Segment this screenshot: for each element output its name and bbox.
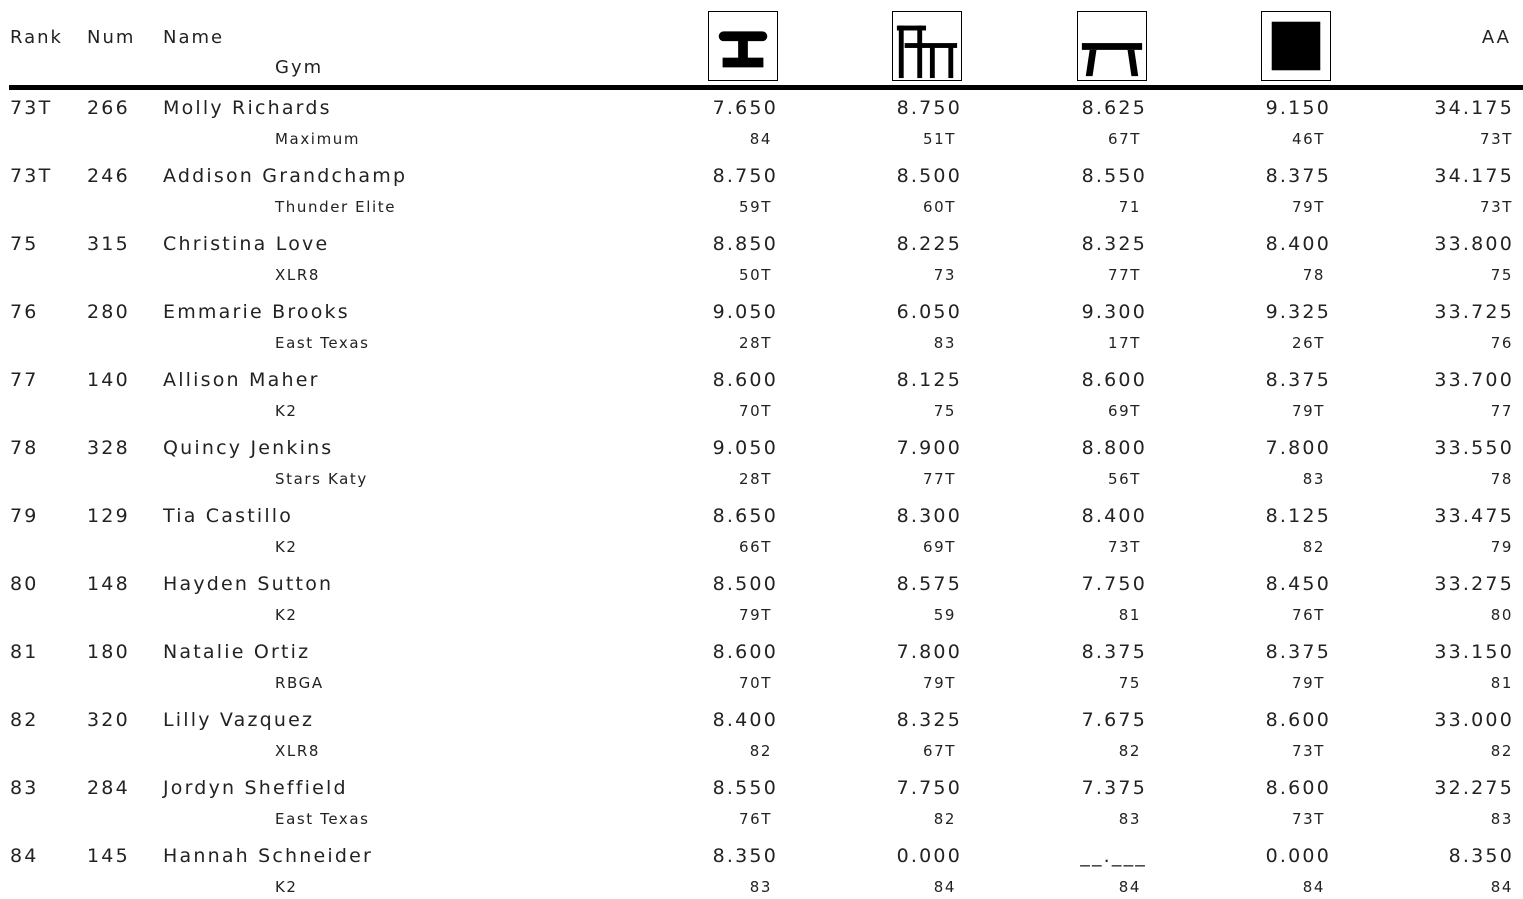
num-cell: 284 [87, 777, 130, 799]
gymnast-name: Jordyn Sheffield [163, 777, 348, 799]
gym-header: Gym [275, 57, 324, 78]
event-place: 73T [1291, 810, 1325, 828]
gym-name: K2 [275, 402, 298, 420]
event-score: 8.125 [896, 369, 962, 391]
event-score: 9.050 [712, 301, 778, 323]
event-score: 8.600 [1081, 369, 1147, 391]
event-score: 8.375 [1265, 641, 1331, 663]
aa-score: 8.350 [1448, 845, 1514, 867]
gymnast-name: Emmarie Brooks [163, 301, 350, 323]
floor-icon [1261, 11, 1331, 81]
gymnast-name: Hannah Schneider [163, 845, 374, 867]
event-place: 46T [1291, 130, 1325, 148]
aa-place: 82 [1490, 742, 1513, 760]
event-score: 8.300 [896, 505, 962, 527]
event-score: 8.125 [1265, 505, 1331, 527]
event-place: 75 [933, 402, 956, 420]
event-score: 7.375 [1081, 777, 1147, 799]
event-score: 8.325 [896, 709, 962, 731]
gymnast-name: Lilly Vazquez [163, 709, 315, 731]
event-score: 8.600 [712, 641, 778, 663]
aa-place: 81 [1490, 674, 1513, 692]
gym-name: RBGA [275, 674, 324, 692]
rank-cell: 76 [10, 301, 39, 323]
gym-name: Maximum [275, 130, 361, 148]
gym-name: K2 [275, 538, 298, 556]
event-place: 79T [738, 606, 772, 624]
event-place: 84 [933, 878, 956, 896]
event-score: 8.500 [712, 573, 778, 595]
gym-name: XLR8 [275, 266, 320, 284]
event-place: 76T [738, 810, 772, 828]
rank-cell: 79 [10, 505, 39, 527]
aa-score: 33.000 [1434, 709, 1514, 731]
rank-header: Rank [10, 27, 63, 48]
event-score: 9.150 [1265, 97, 1331, 119]
event-score: 7.800 [1265, 437, 1331, 459]
event-place: 28T [738, 470, 772, 488]
aa-score: 32.275 [1434, 777, 1514, 799]
rank-cell: 73T [10, 97, 53, 119]
gym-name: Thunder Elite [275, 198, 397, 216]
event-place: 75 [1118, 674, 1141, 692]
name-header: Name [163, 27, 225, 48]
event-place: 51T [922, 130, 956, 148]
event-score: 7.900 [896, 437, 962, 459]
event-score: 8.850 [712, 233, 778, 255]
rank-cell: 73T [10, 165, 53, 187]
event-score: 8.575 [896, 573, 962, 595]
num-cell: 315 [87, 233, 130, 255]
event-place: 71 [1118, 198, 1141, 216]
aa-score: 33.275 [1434, 573, 1514, 595]
gymnast-name: Hayden Sutton [163, 573, 334, 595]
event-place: 66T [738, 538, 772, 556]
aa-place: 84 [1490, 878, 1513, 896]
rank-cell: 81 [10, 641, 39, 663]
num-header: Num [87, 27, 136, 48]
event-score: 8.400 [712, 709, 778, 731]
event-score: __.___ [1080, 845, 1147, 867]
event-place: 67T [1107, 130, 1141, 148]
event-place: 82 [1118, 742, 1141, 760]
aa-place: 73T [1479, 130, 1513, 148]
aa-score: 33.800 [1434, 233, 1514, 255]
aa-place: 76 [1490, 334, 1513, 352]
event-score: 8.375 [1265, 369, 1331, 391]
event-place: 83 [749, 878, 772, 896]
event-place: 17T [1107, 334, 1141, 352]
event-place: 83 [933, 334, 956, 352]
event-place: 76T [1291, 606, 1325, 624]
gymnast-name: Tia Castillo [163, 505, 294, 527]
aa-score: 33.475 [1434, 505, 1514, 527]
event-place: 84 [1118, 878, 1141, 896]
event-score: 8.400 [1265, 233, 1331, 255]
event-score: 8.500 [896, 165, 962, 187]
event-place: 60T [922, 198, 956, 216]
event-score: 8.600 [1265, 777, 1331, 799]
event-score: 7.750 [896, 777, 962, 799]
aa-score: 33.150 [1434, 641, 1514, 663]
balance-beam-icon [1077, 11, 1147, 81]
event-place: 81 [1118, 606, 1141, 624]
aa-place: 80 [1490, 606, 1513, 624]
event-score: 8.600 [1265, 709, 1331, 731]
aa-score: 33.725 [1434, 301, 1514, 323]
event-place: 26T [1291, 334, 1325, 352]
num-cell: 328 [87, 437, 130, 459]
num-cell: 148 [87, 573, 130, 595]
event-score: 6.050 [896, 301, 962, 323]
event-score: 8.375 [1265, 165, 1331, 187]
rank-cell: 75 [10, 233, 39, 255]
rank-cell: 82 [10, 709, 39, 731]
event-score: 9.325 [1265, 301, 1331, 323]
rank-cell: 83 [10, 777, 39, 799]
event-score: 7.650 [712, 97, 778, 119]
event-place: 84 [749, 130, 772, 148]
event-place: 59T [738, 198, 772, 216]
event-score: 8.450 [1265, 573, 1331, 595]
event-place: 73 [933, 266, 956, 284]
aa-place: 78 [1490, 470, 1513, 488]
event-place: 82 [1302, 538, 1325, 556]
rank-cell: 84 [10, 845, 39, 867]
vault-icon [708, 11, 778, 81]
event-score: 8.750 [712, 165, 778, 187]
num-cell: 129 [87, 505, 130, 527]
event-place: 77T [922, 470, 956, 488]
event-place: 82 [933, 810, 956, 828]
gymnast-name: Christina Love [163, 233, 330, 255]
num-cell: 145 [87, 845, 130, 867]
event-score: 9.300 [1081, 301, 1147, 323]
rank-cell: 77 [10, 369, 39, 391]
gymnast-name: Quincy Jenkins [163, 437, 334, 459]
event-place: 73T [1291, 742, 1325, 760]
aa-score: 33.550 [1434, 437, 1514, 459]
num-cell: 266 [87, 97, 130, 119]
uneven-bars-icon [892, 11, 962, 81]
event-score: 7.800 [896, 641, 962, 663]
event-place: 70T [738, 674, 772, 692]
gym-name: East Texas [275, 810, 370, 828]
event-score: 8.375 [1081, 641, 1147, 663]
event-place: 78 [1302, 266, 1325, 284]
event-place: 77T [1107, 266, 1141, 284]
gym-name: East Texas [275, 334, 370, 352]
event-place: 79T [1291, 402, 1325, 420]
event-place: 79T [922, 674, 956, 692]
gym-name: Stars Katy [275, 470, 368, 488]
num-cell: 140 [87, 369, 130, 391]
event-place: 70T [738, 402, 772, 420]
gymnast-name: Addison Grandchamp [163, 165, 408, 187]
event-score: 8.625 [1081, 97, 1147, 119]
event-place: 79T [1291, 674, 1325, 692]
event-score: 7.750 [1081, 573, 1147, 595]
gym-name: XLR8 [275, 742, 320, 760]
event-place: 79T [1291, 198, 1325, 216]
event-place: 69T [922, 538, 956, 556]
event-place: 59 [933, 606, 956, 624]
event-score: 7.675 [1081, 709, 1147, 731]
event-score: 0.000 [1265, 845, 1331, 867]
aa-score: 34.175 [1434, 165, 1514, 187]
event-score: 8.225 [896, 233, 962, 255]
event-score: 0.000 [896, 845, 962, 867]
event-score: 8.550 [1081, 165, 1147, 187]
num-cell: 320 [87, 709, 130, 731]
gymnast-name: Allison Maher [163, 369, 320, 391]
aa-place: 79 [1490, 538, 1513, 556]
num-cell: 280 [87, 301, 130, 323]
event-place: 56T [1107, 470, 1141, 488]
rank-cell: 80 [10, 573, 39, 595]
event-place: 84 [1302, 878, 1325, 896]
event-place: 28T [738, 334, 772, 352]
gym-name: K2 [275, 878, 298, 896]
event-score: 8.650 [712, 505, 778, 527]
event-place: 82 [749, 742, 772, 760]
event-score: 8.350 [712, 845, 778, 867]
num-cell: 180 [87, 641, 130, 663]
event-place: 73T [1107, 538, 1141, 556]
gymnast-name: Molly Richards [163, 97, 332, 119]
event-score: 8.400 [1081, 505, 1147, 527]
header-divider [9, 85, 1523, 90]
event-score: 8.800 [1081, 437, 1147, 459]
aa-place: 77 [1490, 402, 1513, 420]
aa-place: 73T [1479, 198, 1513, 216]
aa-score: 33.700 [1434, 369, 1514, 391]
event-place: 69T [1107, 402, 1141, 420]
event-place: 50T [738, 266, 772, 284]
event-place: 83 [1118, 810, 1141, 828]
num-cell: 246 [87, 165, 130, 187]
event-place: 67T [922, 742, 956, 760]
gym-name: K2 [275, 606, 298, 624]
event-score: 9.050 [712, 437, 778, 459]
event-place: 83 [1302, 470, 1325, 488]
aa-place: 83 [1490, 810, 1513, 828]
event-score: 8.750 [896, 97, 962, 119]
event-score: 8.550 [712, 777, 778, 799]
event-score: 8.600 [712, 369, 778, 391]
gymnast-name: Natalie Ortiz [163, 641, 311, 663]
aa-place: 75 [1490, 266, 1513, 284]
aa-score: 34.175 [1434, 97, 1514, 119]
event-score: 8.325 [1081, 233, 1147, 255]
rank-cell: 78 [10, 437, 39, 459]
aa-header: AA [1481, 27, 1511, 48]
